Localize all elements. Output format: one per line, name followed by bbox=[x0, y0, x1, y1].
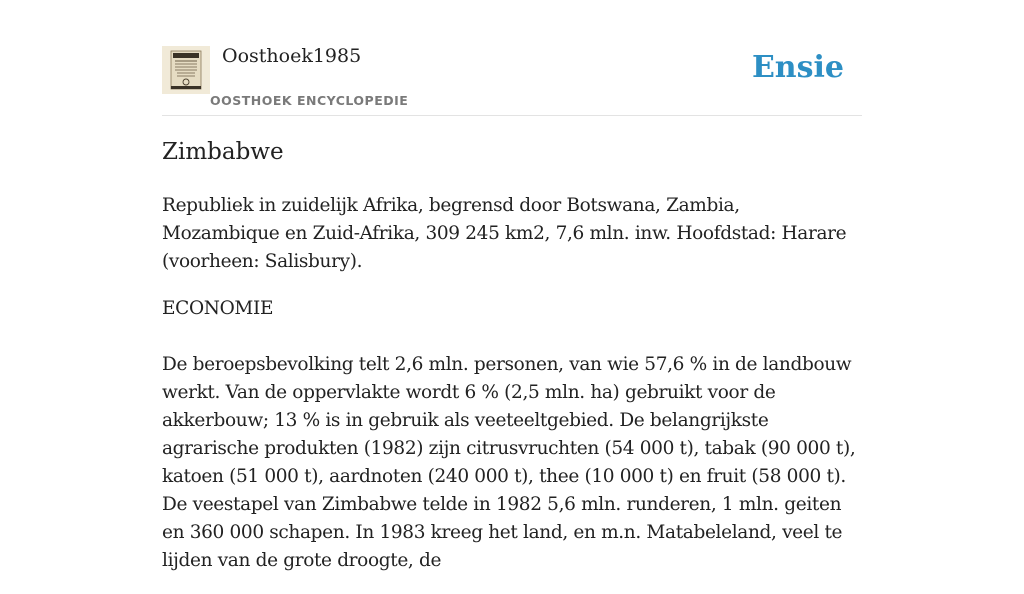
economy-paragraph: De beroepsbevolking telt 2,6 mln. personen, van wie 57,6 % in de landbouw werkt. Van de oppervlakte wordt 6 % (2,5 mln. ha) gebruikt voor de akkerbouw; 13 % is in gebruik als veeteeltgebied. De belangrijkste agrarische produkten (1982) zijn citrusvruchten (54 000 t), tabak (90 000 t), katoen (51 000 t), aardnoten (240 000 t), thee (10 000 t) en fruit (58 000 t). De veestapel van Zimbabwe telde in 1982 5,6 mln. runderen, 1 mln. geiten en 360 000 schapen. In 1983 kreeg het land, en m.n. Matabeleland, veel te lijden van de grote droogte, de bbox=[162, 354, 856, 571]
section-heading-economie: ECONOMIE bbox=[162, 298, 274, 319]
article-intro: Republiek in zuidelijk Afrika, begrensd door Botswana, Zambia, Mozambique en Zuid-Afrika, 309 245 km2, 7,6 mln. inw. Hoofdstad: Harare (voorheen: Salisbury). bbox=[162, 195, 847, 272]
page bbox=[162, 0, 862, 571]
book-cover-icon bbox=[162, 46, 210, 94]
ensie-logo-link[interactable]: Ensie bbox=[751, 50, 844, 85]
page-header bbox=[162, 0, 862, 116]
username[interactable]: Oosthoek1985 bbox=[222, 45, 362, 67]
article-title: Zimbabwe bbox=[162, 139, 284, 165]
encyclopedia-name[interactable]: OOSTHOEK ENCYCLOPEDIE bbox=[210, 93, 409, 108]
article-body bbox=[162, 192, 862, 594]
avatar[interactable] bbox=[162, 46, 210, 94]
